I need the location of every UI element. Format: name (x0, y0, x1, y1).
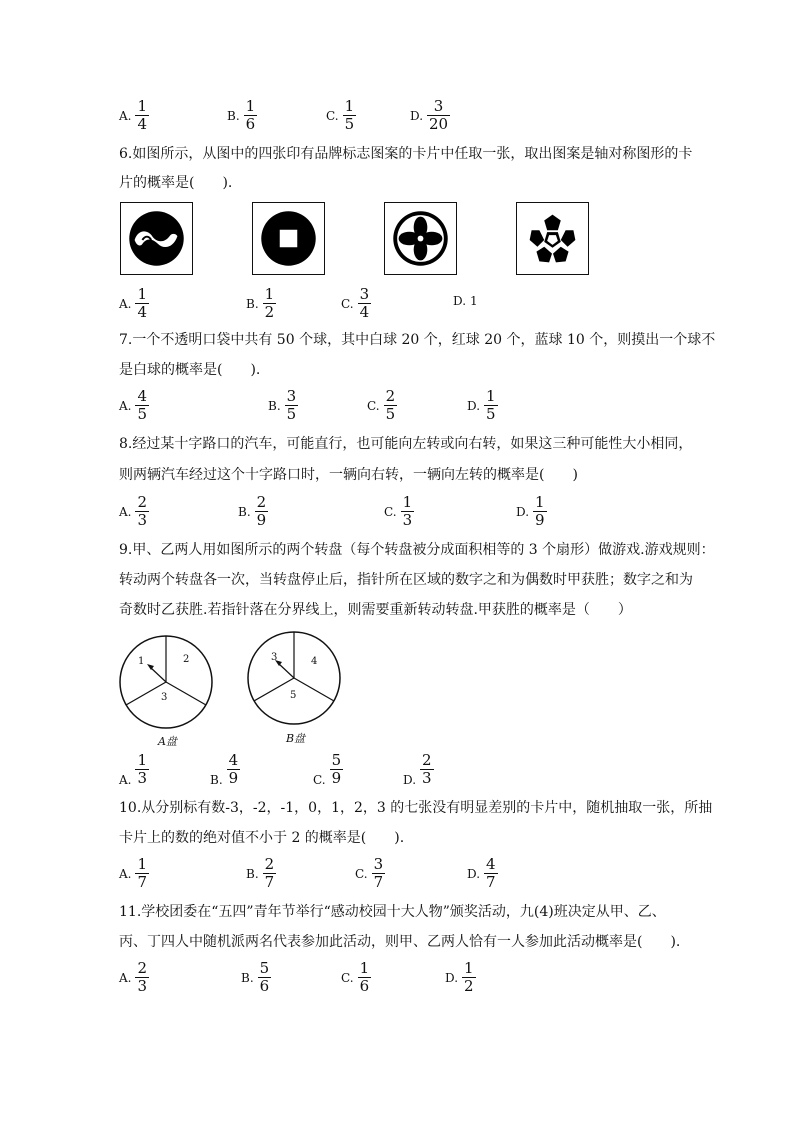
q10-option-b[interactable]: B. $\frac{2}{7}$ (246, 855, 275, 891)
q11-option-c[interactable]: C. $\frac{1}{6}$ (341, 959, 370, 995)
spinner-a-caption: A盘 (158, 735, 177, 748)
q6-option-a[interactable]: A. $\frac{1}{4}$ (119, 285, 148, 321)
q9-option-d[interactable]: D. $\frac{2}{3}$ (403, 751, 432, 787)
fraction: $\frac{4}{9}$ (228, 751, 239, 787)
q7-option-b[interactable]: B. $\frac{3}{5}$ (268, 387, 297, 423)
q10-option-d[interactable]: D. $\frac{4}{7}$ (467, 855, 496, 891)
fraction: $\frac{5}{6}$ (259, 959, 270, 995)
q8-option-c[interactable]: C. $\frac{1}{3}$ (384, 493, 413, 529)
fraction: $\frac{1}{4}$ (137, 97, 148, 133)
q7-option-c[interactable]: C. $\frac{2}{5}$ (367, 387, 396, 423)
q10-text-line1: 10.从分别标有数-3，-2，-1，0，1，2，3 的七张没有明显差别的卡片中，随机抽取一张，所抽 (119, 800, 713, 816)
q5-option-a[interactable]: A. $\frac{1}{4}$ (119, 97, 148, 133)
spinner-a (118, 634, 218, 734)
q11-option-a[interactable]: A. $\frac{2}{3}$ (119, 959, 148, 995)
fraction: $\frac{1}{6}$ (245, 97, 256, 133)
fraction: $\frac{2}{3}$ (137, 493, 148, 529)
card-four-petal-logo (384, 202, 457, 275)
q9-option-a[interactable]: A. $\frac{1}{3}$ (119, 751, 148, 787)
q7-text-line2: 是白球的概率是( ). (119, 362, 261, 378)
spinner-b-number-5: 5 (290, 690, 297, 701)
q8-option-a[interactable]: A. $\frac{2}{3}$ (119, 493, 148, 529)
fraction: $\frac{3}{7}$ (373, 855, 384, 891)
pentagon-flower-logo-icon (517, 203, 588, 274)
q6-text-line2: 片的概率是( ). (119, 175, 233, 191)
fraction: $\frac{2}{7}$ (264, 855, 275, 891)
fraction: $\frac{1}{5}$ (486, 387, 496, 423)
q9-text-line2: 转动两个转盘各一次，当转盘停止后，指针所在区域的数字之和为偶数时甲获胜；数字之和为 (119, 572, 693, 588)
fraction: $\frac{2}{5}$ (385, 387, 396, 423)
q11-text-line1: 11.学校团委在“五四”青年节举行“感动校园十大人物”颁奖活动，九(4)班决定从甲、乙、 (119, 904, 666, 920)
fraction: $\frac{2}{3}$ (137, 959, 148, 995)
spinner-b (246, 630, 346, 730)
q7-option-d[interactable]: D. $\frac{1}{5}$ (467, 387, 496, 423)
q8-text-line2: 则两辆汽车经过这个十字路口时，一辆向右转，一辆向左转的概率是( ) (119, 467, 578, 483)
fraction: $\frac{1}{3}$ (402, 493, 413, 529)
q8-text-line1: 8.经过某十字路口的汽车，可能直行，也可能向左转或向右转，如果这三种可能性大小相同， (119, 436, 693, 452)
spinner-b-caption: B盘 (286, 732, 306, 745)
fraction: $\frac{3}{5}$ (286, 387, 297, 423)
fraction: $\frac{1}{6}$ (359, 959, 370, 995)
q9-text-line1: 9.甲、乙两人用如图所示的两个转盘（每个转盘被分成面积相等的 3 个扇形）做游戏.游戏规则： (119, 542, 715, 558)
q7-text-line1: 7.一个不透明口袋中共有 50 个球，其中白球 20 个，红球 20 个，蓝球 10 个，则摸出一个球不 (119, 332, 716, 348)
spinner-b-number-3: 3 (271, 652, 278, 663)
q9-option-b[interactable]: B. $\frac{4}{9}$ (210, 751, 239, 787)
spinner-a-number-1: 1 (138, 656, 145, 667)
swirl-logo-icon (121, 203, 192, 274)
q10-text-line2: 卡片上的数的绝对值不小于 2 的概率是( ). (119, 830, 405, 846)
q5-option-d[interactable]: D. $\frac{3}{20}$ (410, 97, 449, 133)
card-circle-square-logo (252, 202, 325, 275)
fraction: $\frac{5}{9}$ (331, 751, 342, 787)
fraction: $\frac{4}{5}$ (137, 387, 148, 423)
fraction: $\frac{3}{20}$ (429, 97, 449, 133)
spinner-a-number-2: 2 (183, 654, 190, 665)
q8-option-b[interactable]: B. $\frac{2}{9}$ (238, 493, 267, 529)
q10-option-c[interactable]: C. $\frac{3}{7}$ (355, 855, 384, 891)
fraction: $\frac{1}{5}$ (344, 97, 355, 133)
q5-option-c[interactable]: C. $\frac{1}{5}$ (326, 97, 355, 133)
fraction: $\frac{1}{9}$ (535, 493, 545, 529)
fraction: $\frac{1}{4}$ (137, 285, 148, 321)
q11-text-line2: 丙、丁四人中随机派两名代表参加此活动，则甲、乙两人恰有一人参加此活动概率是( ). (119, 934, 681, 950)
q6-option-b[interactable]: B. $\frac{1}{2}$ (246, 285, 275, 321)
card-pentagon-flower-logo (516, 202, 589, 275)
fraction: $\frac{1}{3}$ (137, 751, 148, 787)
fraction: $\frac{1}{2}$ (464, 959, 474, 995)
q5-option-b[interactable]: B. $\frac{1}{6}$ (227, 97, 256, 133)
q9-text-line3: 奇数时乙获胜.若指针落在分界线上，则需要重新转动转盘.甲获胜的概率是（ ） (119, 602, 632, 618)
q11-option-d[interactable]: D. $\frac{1}{2}$ (445, 959, 474, 995)
spinner-b-number-4: 4 (311, 656, 318, 667)
q6-option-c[interactable]: C. $\frac{3}{4}$ (341, 285, 370, 321)
fraction: $\frac{1}{7}$ (137, 855, 148, 891)
q11-option-b[interactable]: B. $\frac{5}{6}$ (241, 959, 270, 995)
q6-text-line1: 6.如图所示，从图中的四张印有品牌标志图案的卡片中任取一张，取出图案是轴对称图形的卡 (119, 146, 693, 162)
fraction: $\frac{2}{3}$ (422, 751, 432, 787)
card-swirl-logo (120, 202, 193, 275)
fraction: $\frac{4}{7}$ (486, 855, 496, 891)
circle-square-logo-icon (253, 203, 324, 274)
q10-option-a[interactable]: A. $\frac{1}{7}$ (119, 855, 148, 891)
q6-option-d[interactable]: D. 1 (453, 294, 478, 308)
fraction: $\frac{2}{9}$ (256, 493, 267, 529)
fraction: $\frac{3}{4}$ (359, 285, 370, 321)
four-petal-logo-icon (385, 203, 456, 274)
q7-option-a[interactable]: A. $\frac{4}{5}$ (119, 387, 148, 423)
q8-option-d[interactable]: D. $\frac{1}{9}$ (516, 493, 545, 529)
spinner-a-number-3: 3 (161, 692, 168, 703)
fraction: $\frac{1}{2}$ (264, 285, 275, 321)
q9-option-c[interactable]: C. $\frac{5}{9}$ (313, 751, 342, 787)
